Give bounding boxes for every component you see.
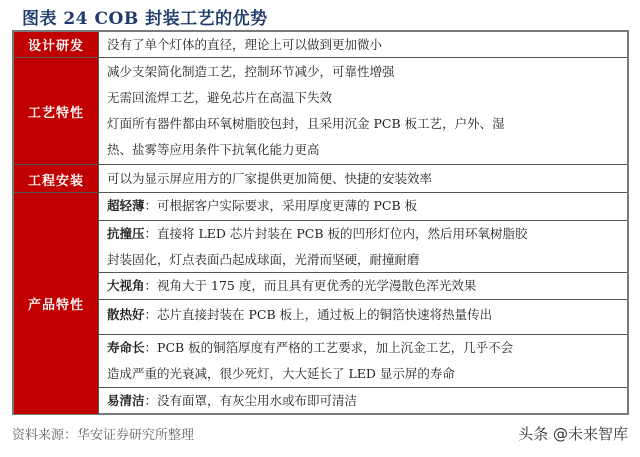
table-row-product xyxy=(14,192,627,414)
table-row-installation xyxy=(14,164,627,193)
feature-text: 视角大于 175 度，而且具有更优秀的光学漫散色浑光效果 xyxy=(157,278,477,293)
content-line: 减少支架简化制造工艺，控制环节减少，可靠性增强 xyxy=(107,64,395,79)
content-line: 没有了单个灯体的直径，理论上可以做到更加微小 xyxy=(107,37,383,52)
feature-item xyxy=(99,334,627,388)
feature-text: 没有面罩，有灰尘用水或布即可清洁 xyxy=(157,393,358,408)
separator: ： xyxy=(144,226,158,241)
feature-text: 封装固化，灯点表面凸起成球面，光滑而坚硬，耐撞耐磨 xyxy=(107,252,420,267)
feature-item xyxy=(99,272,627,300)
row-content xyxy=(98,193,627,414)
feature-term: 易清洁 xyxy=(107,393,145,408)
feature-item xyxy=(99,220,627,273)
content-line: 可以为显示屏应用方的厂家提供更加简便、快捷的安装效率 xyxy=(107,171,433,186)
row-content xyxy=(98,165,627,193)
feature-item xyxy=(99,193,627,220)
separator: ： xyxy=(144,393,158,408)
category-label: 设计研发 xyxy=(14,32,98,57)
feature-item xyxy=(99,299,627,335)
table-row-process xyxy=(14,57,627,165)
separator: ： xyxy=(144,278,158,293)
feature-text: 直接将 LED 芯片封装在 PCB 板的凹形灯位内，然后用环氧树脂胶 xyxy=(157,226,528,241)
advantages-table xyxy=(12,30,629,415)
source-note: 资料来源：华安证券研究所整理 xyxy=(12,428,195,443)
feature-text: 造成严重的光衰减，很少死灯，大大延长了 LED 显示屏的寿命 xyxy=(107,366,455,381)
content-line: 热、盐雾等应用条件下抗氧化能力更高 xyxy=(107,142,320,157)
separator: ： xyxy=(144,198,158,213)
feature-text: 可根据客户实际要求，采用厚度更薄的 PCB 板 xyxy=(157,198,418,213)
row-content xyxy=(98,32,627,57)
feature-term: 散热好 xyxy=(107,307,145,322)
row-content xyxy=(98,58,627,165)
figure-title: 图表 24 COB 封装工艺的优势 xyxy=(22,9,268,29)
feature-term: 超轻薄 xyxy=(107,198,145,213)
feature-text: 芯片直接封装在 PCB 板上，通过板上的铜箔快速将热量传出 xyxy=(157,307,493,322)
separator: ： xyxy=(144,307,158,322)
table-row-design xyxy=(14,32,627,57)
feature-text: PCB 板的铜箔厚度有严格的工艺要求，加上沉金工艺，几乎不会 xyxy=(157,340,514,355)
feature-item xyxy=(99,387,627,415)
content-line: 无需回流焊工艺，避免芯片在高温下失效 xyxy=(107,90,333,105)
feature-term: 寿命长 xyxy=(107,340,145,355)
feature-term: 大视角 xyxy=(107,278,145,293)
content-line: 灯面所有器件都由环氧树脂胶包封，且采用沉金 PCB 板工艺，户外、湿 xyxy=(107,116,505,131)
feature-term: 抗撞压 xyxy=(107,226,145,241)
category-label: 工程安装 xyxy=(14,165,98,193)
separator: ： xyxy=(144,340,158,355)
category-label: 产品特性 xyxy=(14,193,98,414)
category-label: 工艺特性 xyxy=(14,58,98,165)
watermark: 头条 @未来智库 xyxy=(518,425,628,443)
